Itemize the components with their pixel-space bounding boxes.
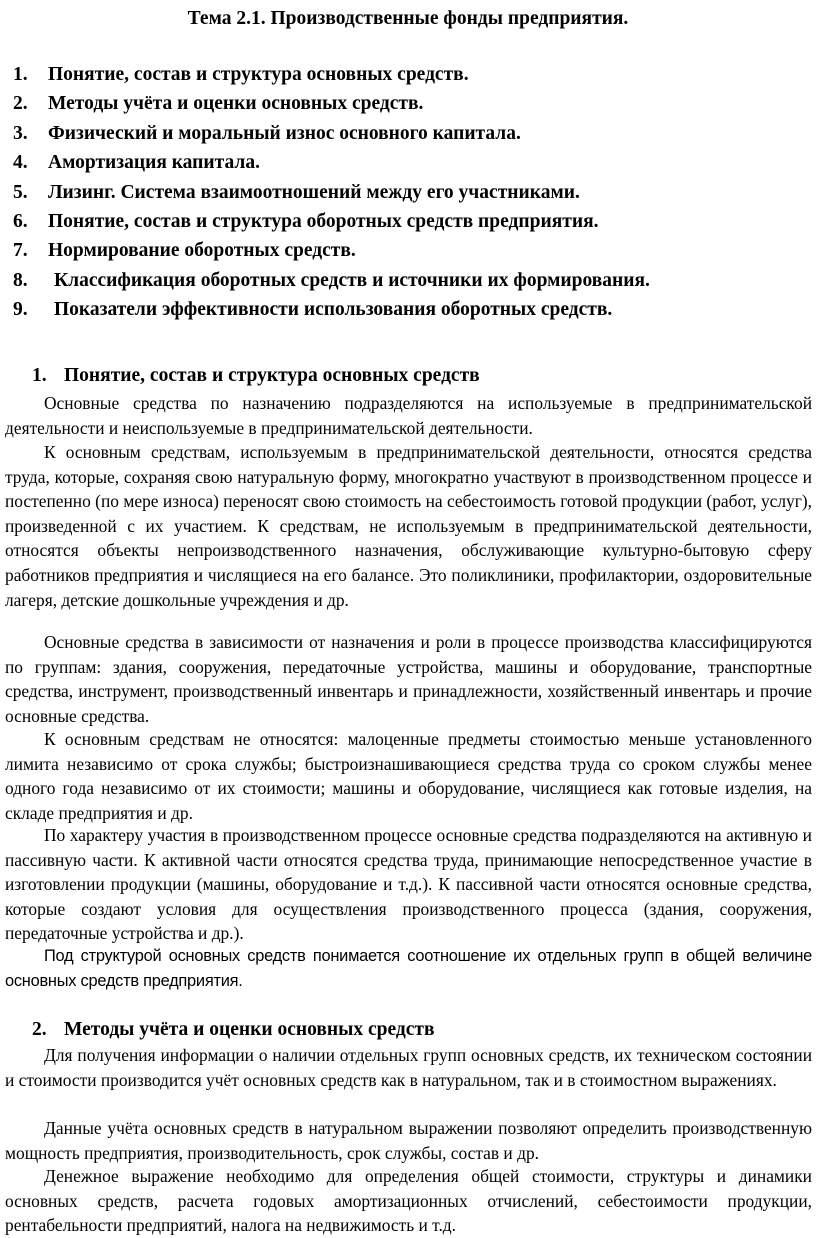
toc-item-text: Понятие, состав и структура основных средств. [48,64,469,85]
toc-item-5 [0,178,816,207]
toc-item-text: Лизинг. Система взаимоотношений между его участниками. [48,181,580,203]
section-1-paragraph-5: По характеру участия в производственном процессе основные средства подразделяются на активную и пассивную части. К активной части относятся средства труда, принимающие непосредственное участие в изготовлении продукции (машины, оборудование и т.д.). К пассивной части относятся основные средства, которые создают условия для осуществления производственного процесса (здания, сооружения, передаточные устройства и др.). [5,825,812,944]
toc-item-text: Физический и моральный износ основного капитала. [48,122,521,144]
toc-item-text: Классификация оборотных средств и источники их формирования. [54,269,650,291]
toc-item-text: Нормирование оборотных средств. [48,240,356,262]
toc-item-number: 7. [13,240,28,262]
toc-item-8 [0,266,816,295]
toc-item-7 [0,236,816,265]
section-2-paragraph-1: Для получения информации о наличии отдельных групп основных средств, их техническом состоянии и стоимости производится учёт основных средств как в натуральном, так и в стоимостном выражениях. [5,1045,812,1090]
section-2-paragraph-3: Денежное выражение необходимо для определения общей стоимости, структуры и динамики основных средств, расчета годовых амортизационных отчислений, себестоимости продукции, рентабельности предприятий, налога на недвижимость и т.д. [5,1166,812,1236]
toc-item-number: 1. [13,64,28,85]
toc-item-text: Понятие, состав и структура оборотных средств предприятия. [48,210,599,232]
section-title: Понятие, состав и структура основных средств [64,365,480,386]
toc-item-number: 8. [13,269,28,291]
toc-item-6 [0,207,816,236]
section-1-paragraph-4: К основным средствам не относятся: малоценные предметы стоимостью меньше установленного лимита независимо от срока службы; быстроизнашивающиеся средства труда со сроком службы менее одного года независимо от их стоимости; машины и оборудование, числящиеся как готовые изделия, на складе предприятия и др. [5,729,812,823]
toc-item-9 [0,295,816,324]
toc-item-number: 3. [13,122,28,144]
toc-item-number: 4. [13,152,28,174]
toc-item-number: 9. [13,299,28,321]
toc-item-2 [0,89,816,118]
toc-item-1 [0,60,816,89]
toc-item-number: 5. [13,181,28,203]
toc-item-4 [0,148,816,177]
section-number: 1. [32,365,47,386]
section-title: Методы учёта и оценки основных средств [64,1019,435,1040]
section-1-paragraph-2: К основным средствам, используемым в предпринимательской деятельности, относятся средства труда, которые, сохраняя свою натуральную форму, многократно участвуют в производственном процессе и постепенно (по мере износа) переносят свою стоимость на себестоимость готовой продукции (работ, услуг), произведенной с их участием. К средствам, не используемым в предпринимательской деятельности, относятся объекты непроизводственного назначения, обслуживающие культурно-бытовую сферу работников предприятия и числящиеся на его балансе. Это поликлиники, профилактории, оздоровительные лагеря, детские дошкольные учреждения и др. [5,442,812,610]
section-number: 2. [32,1019,47,1040]
toc-item-3 [0,119,816,148]
toc-item-number: 2. [13,93,28,115]
toc-item-text: Амортизация капитала. [48,152,260,174]
toc-item-text: Показатели эффективности использования оборотных средств. [54,299,613,321]
table-of-contents [0,60,816,325]
section-2-paragraph-2: Данные учёта основных средств в натуральном выражении позволяют определить производственную мощность предприятия, производительность, срок службы, состав и др. [5,1118,812,1163]
document-title: Тема 2.1. Производственные фонды предприятия. [187,8,629,29]
toc-item-number: 6. [13,210,28,232]
toc-item-text: Методы учёта и оценки основных средств. [48,93,424,115]
section-1-paragraph-6: Под структурой основных средств понимается соотношение их отдельных групп в общей величине основных средств предприятия. [5,947,812,990]
section-1-paragraph-3: Основные средства в зависимости от назначения и роли в процессе производства классифицируются по группам: здания, сооружения, передаточные устройства, машины и оборудование, транспортные средства, инструмент, производственный инвентарь и принадлежности, хозяйственный инвентарь и прочие основные средства. [5,632,812,726]
section-1-paragraph-1: Основные средства по назначению подразделяются на используемые в предпринимательской деятельности и неиспользуемые в предпринимательской деятельности. [5,393,812,438]
